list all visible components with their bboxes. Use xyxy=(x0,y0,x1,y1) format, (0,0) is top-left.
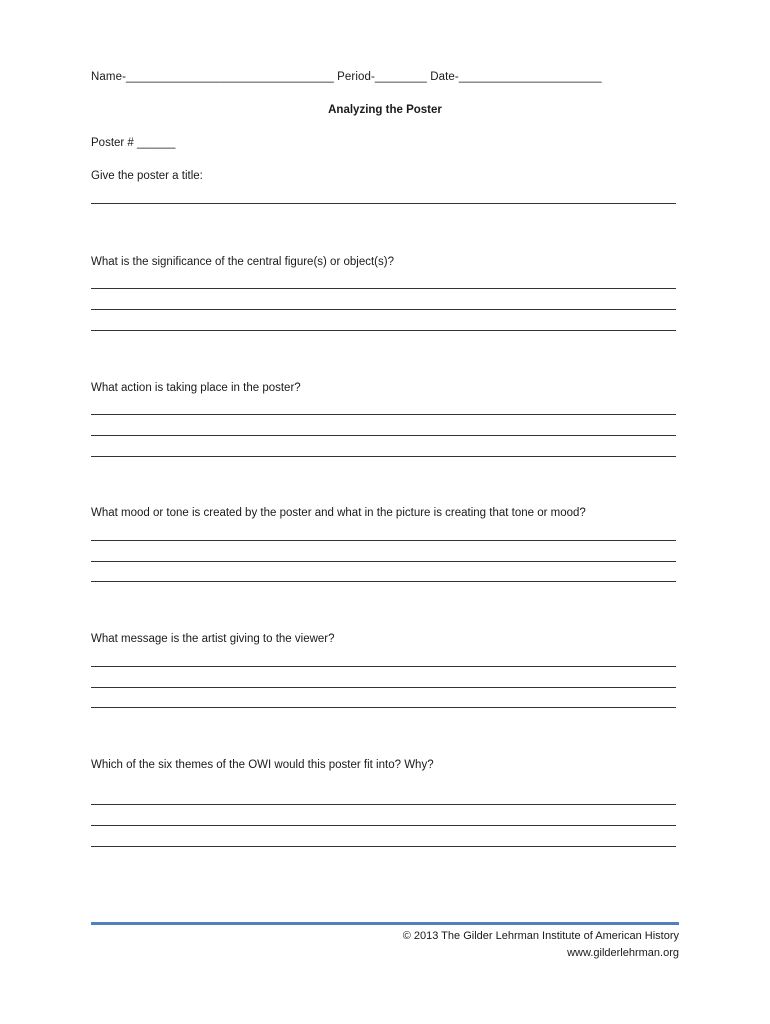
answer-line-2a xyxy=(91,288,676,289)
answer-line-6b xyxy=(91,825,676,826)
question-5: What message is the artist giving to the viewer? xyxy=(91,633,335,645)
question-4: What mood or tone is created by the poster and what in the picture is creating that tone or mood? xyxy=(91,507,586,519)
answer-line-3c xyxy=(91,456,676,457)
question-2: What is the significance of the central figure(s) or object(s)? xyxy=(91,256,394,268)
footer-divider xyxy=(91,922,679,925)
page-title: Analyzing the Poster xyxy=(328,104,442,116)
footer-website: www.gilderlehrman.org xyxy=(567,947,679,959)
answer-line-5a xyxy=(91,666,676,667)
answer-line-4a xyxy=(91,540,676,541)
name-period-date-fields: Name-________________________________ Period-________ Date-______________________ xyxy=(91,71,602,83)
answer-line-3b xyxy=(91,435,676,436)
question-6: Which of the six themes of the OWI would this poster fit into? Why? xyxy=(91,759,434,771)
answer-line-6a xyxy=(91,804,676,805)
answer-line-1a xyxy=(91,203,676,204)
answer-line-5c xyxy=(91,707,676,708)
answer-line-2c xyxy=(91,330,676,331)
question-3: What action is taking place in the poster? xyxy=(91,382,301,394)
answer-line-5b xyxy=(91,687,676,688)
answer-line-6c xyxy=(91,846,676,847)
footer-copyright: © 2013 The Gilder Lehrman Institute of American History xyxy=(402,930,679,942)
poster-number-field: Poster # ______ xyxy=(91,137,176,149)
answer-line-3a xyxy=(91,414,676,415)
answer-line-2b xyxy=(91,309,676,310)
question-1: Give the poster a title: xyxy=(91,170,203,182)
answer-line-4c xyxy=(91,581,676,582)
answer-line-4b xyxy=(91,561,676,562)
